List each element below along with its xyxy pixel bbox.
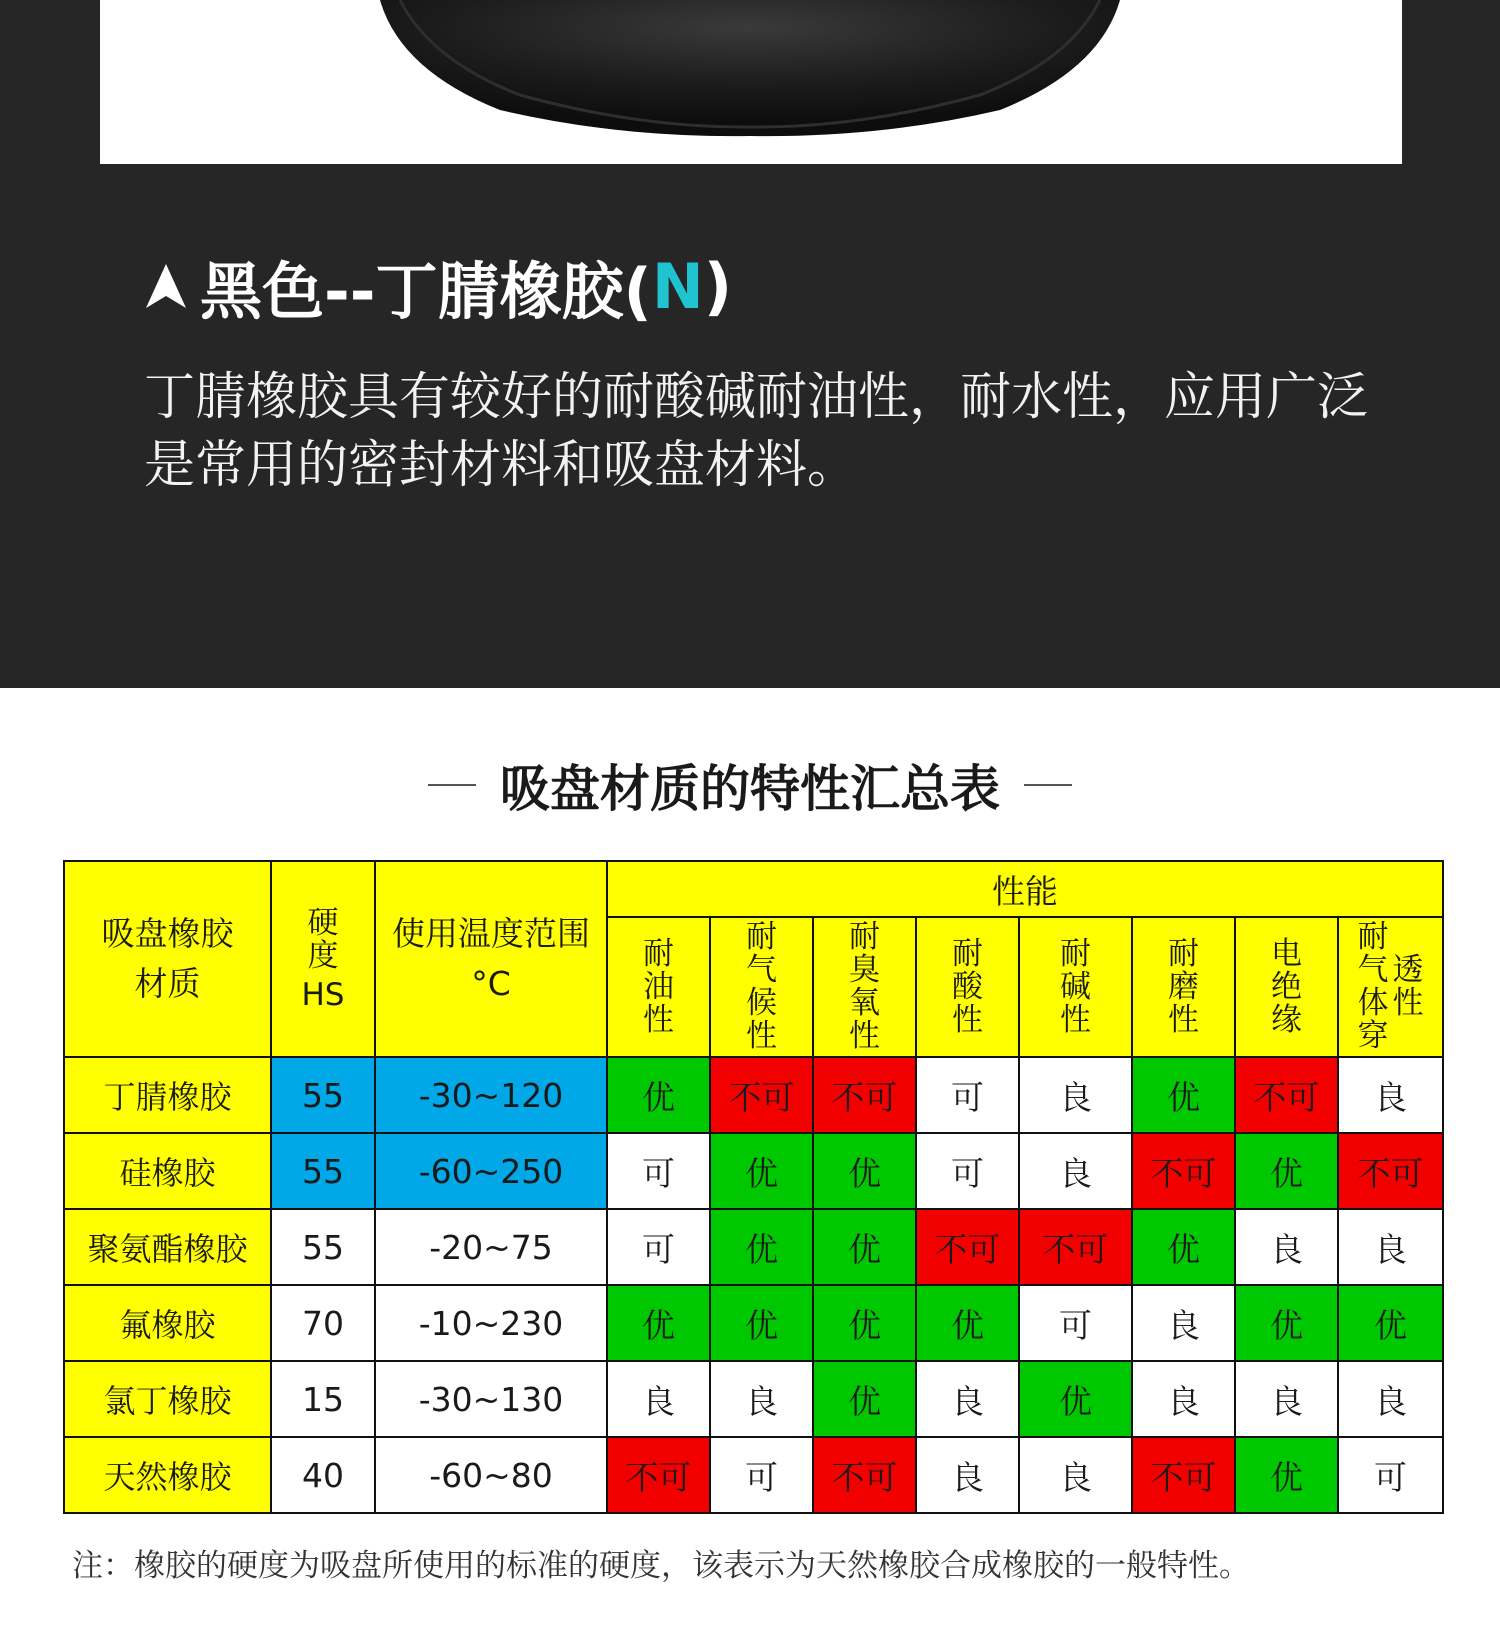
rating-cell: 良 — [1019, 1057, 1132, 1133]
header-property-7: 耐 气 体 穿 透 性 — [1338, 917, 1443, 1057]
hardness-value: 55 — [271, 1133, 375, 1209]
rating-cell: 优 — [1235, 1285, 1338, 1361]
hardness-value: 15 — [271, 1361, 375, 1437]
rating-cell: 不可 — [916, 1209, 1019, 1285]
product-description: 丁腈橡胶具有较好的耐酸碱耐油性，耐水性，应用广泛是常用的密封材料和吸盘材料。 — [144, 368, 1369, 495]
rating-cell: 优 — [813, 1361, 916, 1437]
material-name: 天然橡胶 — [64, 1437, 271, 1513]
product-banner — [0, 0, 1500, 688]
heading-main-text: 黑色--丁腈橡胶( — [200, 254, 652, 328]
rating-cell: 可 — [607, 1133, 710, 1209]
table-row — [64, 1361, 1443, 1437]
table-row — [64, 1133, 1443, 1209]
table-row — [64, 1057, 1443, 1133]
rating-cell: 不可 — [1132, 1133, 1235, 1209]
table-title-text: 吸盘材质的特性汇总表 — [500, 759, 1000, 818]
rating-cell: 不可 — [1235, 1057, 1338, 1133]
temperature-range: -10~230 — [375, 1285, 607, 1361]
rating-cell: 良 — [1132, 1361, 1235, 1437]
rating-cell: 优 — [813, 1285, 916, 1361]
title-dash-right — [1024, 784, 1072, 786]
rating-cell: 优 — [813, 1209, 916, 1285]
rating-cell: 优 — [1235, 1133, 1338, 1209]
table-row — [64, 1285, 1443, 1361]
rating-cell: 良 — [1019, 1133, 1132, 1209]
header-property-1: 耐 气 候 性 — [710, 917, 813, 1057]
header-property-3: 耐 酸 性 — [916, 917, 1019, 1057]
header-property-6: 电 绝 缘 — [1235, 917, 1338, 1057]
rating-cell: 良 — [1235, 1209, 1338, 1285]
header-property-5: 耐 磨 性 — [1132, 917, 1235, 1057]
table-row — [64, 1437, 1443, 1513]
material-name: 丁腈橡胶 — [64, 1057, 271, 1133]
hardness-value: 55 — [271, 1057, 375, 1133]
rating-cell: 优 — [1338, 1285, 1443, 1361]
temperature-range: -60~80 — [375, 1437, 607, 1513]
rating-cell: 优 — [1019, 1361, 1132, 1437]
rating-cell: 良 — [1132, 1285, 1235, 1361]
table-footnote: 注：橡胶的硬度为吸盘所使用的标准的硬度，该表示为天然橡胶合成橡胶的一般特性。 — [72, 1548, 1250, 1584]
rating-cell: 良 — [1338, 1361, 1443, 1437]
temperature-range: -30~130 — [375, 1361, 607, 1437]
rating-cell: 优 — [1235, 1437, 1338, 1513]
rating-cell: 不可 — [607, 1437, 710, 1513]
triangle-marker-icon — [144, 260, 188, 312]
rating-cell: 可 — [916, 1057, 1019, 1133]
header-property-0: 耐 油 性 — [607, 917, 710, 1057]
hardness-value: 55 — [271, 1209, 375, 1285]
rating-cell: 可 — [1019, 1285, 1132, 1361]
rating-cell: 优 — [710, 1285, 813, 1361]
product-heading — [144, 248, 733, 328]
rating-cell: 可 — [1338, 1437, 1443, 1513]
rating-cell: 良 — [1338, 1209, 1443, 1285]
rating-cell: 不可 — [1132, 1437, 1235, 1513]
rating-cell: 可 — [710, 1437, 813, 1513]
header-property-2: 耐 臭 氧 性 — [813, 917, 916, 1057]
material-name: 氯丁橡胶 — [64, 1361, 271, 1437]
material-name: 氟橡胶 — [64, 1285, 271, 1361]
rating-cell: 良 — [916, 1437, 1019, 1513]
header-temperature: 使用温度范围 °C — [375, 861, 607, 1057]
properties-table — [63, 860, 1444, 1514]
rating-cell: 良 — [1019, 1437, 1132, 1513]
rating-cell: 良 — [1235, 1361, 1338, 1437]
table-title — [0, 750, 1500, 820]
hardness-value: 70 — [271, 1285, 375, 1361]
rating-cell: 不可 — [1019, 1209, 1132, 1285]
rating-cell: 可 — [916, 1133, 1019, 1209]
header-properties-group: 性能 — [607, 861, 1443, 917]
suction-cup-photo — [100, 0, 1402, 164]
header-property-4: 耐 碱 性 — [1019, 917, 1132, 1057]
rating-cell: 良 — [710, 1361, 813, 1437]
rating-cell: 不可 — [710, 1057, 813, 1133]
rating-cell: 优 — [1132, 1209, 1235, 1285]
temperature-range: -30~120 — [375, 1057, 607, 1133]
rating-cell: 不可 — [1338, 1133, 1443, 1209]
rating-cell: 不可 — [813, 1057, 916, 1133]
header-hardness: 硬 度 HS — [271, 861, 375, 1057]
rating-cell: 优 — [607, 1057, 710, 1133]
rating-cell: 优 — [710, 1133, 813, 1209]
temperature-range: -20~75 — [375, 1209, 607, 1285]
heading-close-text: ) — [703, 249, 733, 323]
rating-cell: 良 — [916, 1361, 1019, 1437]
material-name: 硅橡胶 — [64, 1133, 271, 1209]
rating-cell: 优 — [710, 1209, 813, 1285]
rating-cell: 优 — [1132, 1057, 1235, 1133]
rating-cell: 良 — [607, 1361, 710, 1437]
rating-cell: 优 — [813, 1133, 916, 1209]
temperature-range: -60~250 — [375, 1133, 607, 1209]
table-row — [64, 1209, 1443, 1285]
heading-code-text: N — [651, 249, 704, 323]
header-material: 吸盘橡胶 材质 — [64, 861, 271, 1057]
rating-cell: 不可 — [813, 1437, 916, 1513]
rating-cell: 优 — [607, 1285, 710, 1361]
material-name: 聚氨酯橡胶 — [64, 1209, 271, 1285]
hardness-value: 40 — [271, 1437, 375, 1513]
rating-cell: 优 — [916, 1285, 1019, 1361]
rating-cell: 良 — [1338, 1057, 1443, 1133]
title-dash-left — [428, 784, 476, 786]
rating-cell: 可 — [607, 1209, 710, 1285]
